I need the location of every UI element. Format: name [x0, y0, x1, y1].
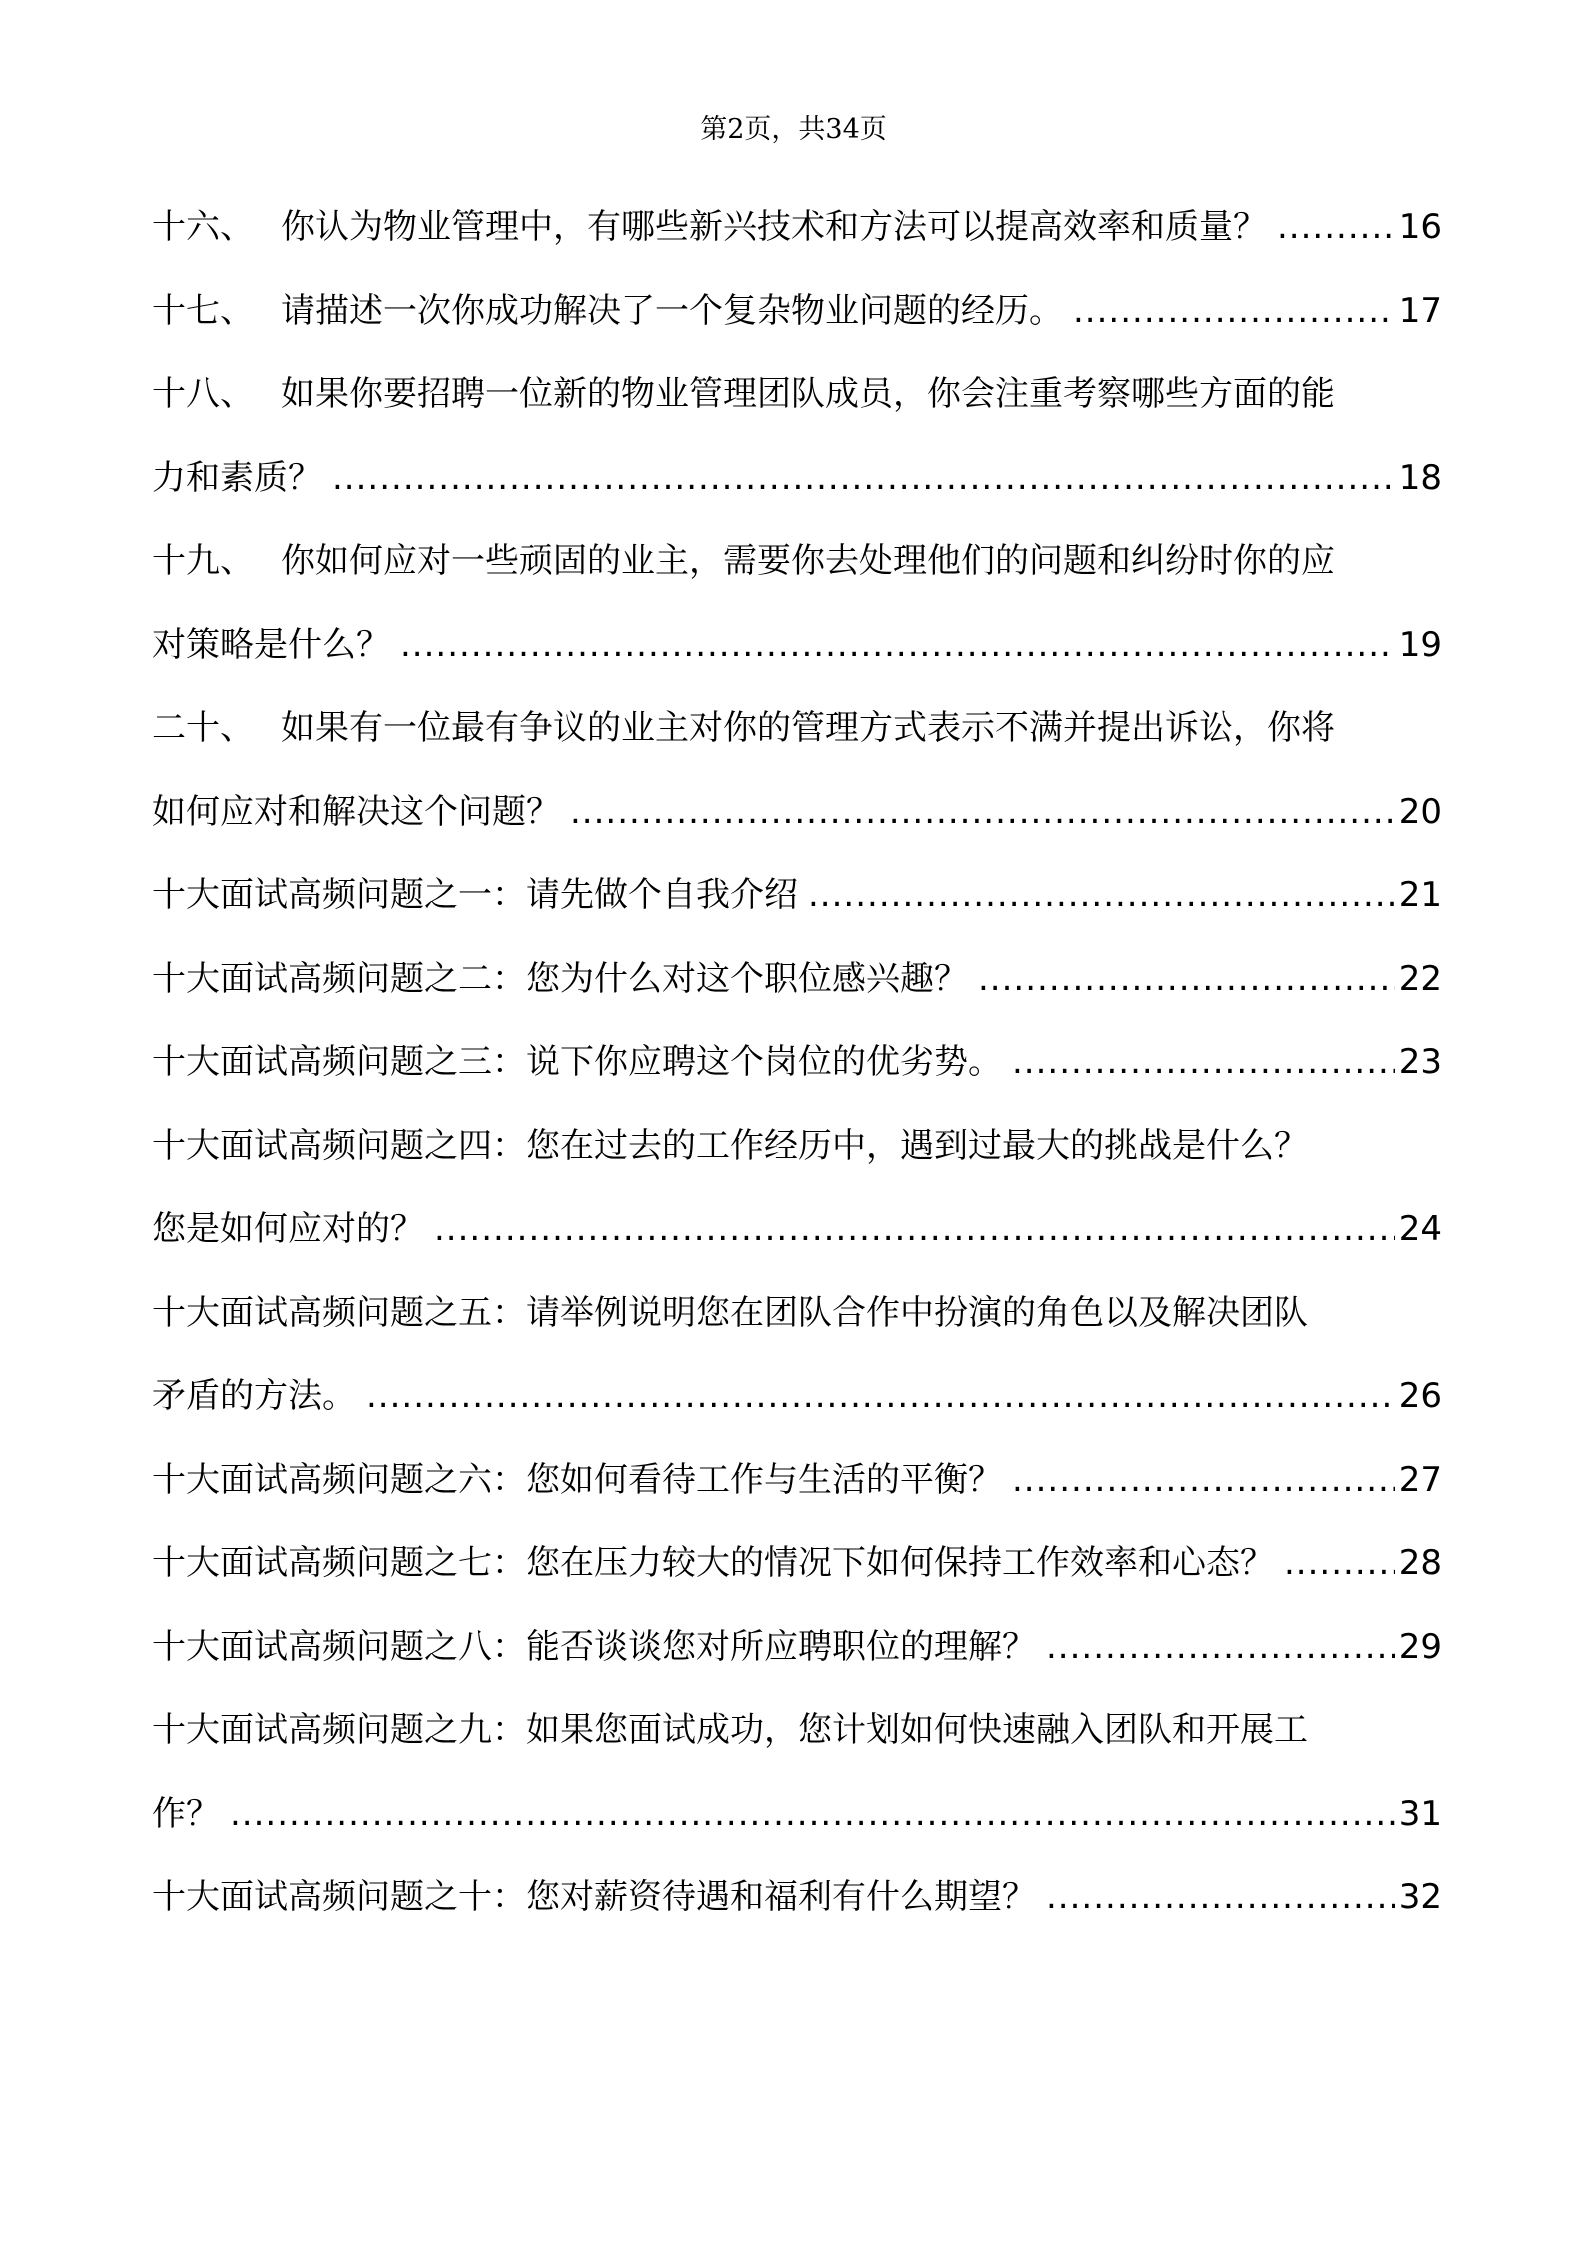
- toc-page-number: 16: [1398, 207, 1442, 247]
- toc-dot-leader: [1046, 1606, 1395, 1690]
- toc-entry-number: 十六、: [152, 207, 254, 247]
- toc-entry-title: 十大面试高频问题之一：请先做个自我介绍: [152, 875, 798, 915]
- toc-entry-title: 作？: [152, 1793, 220, 1834]
- toc-entry[interactable]: [152, 854, 1442, 938]
- toc-page-number: 27: [1398, 1459, 1442, 1500]
- toc-page-number: 22: [1398, 958, 1442, 999]
- toc-entry[interactable]: [152, 1522, 1442, 1606]
- toc-entry-title: 如果有一位最有争议的业主对你的管理方式表示不满并提出诉讼，你将: [281, 708, 1335, 748]
- toc-page-number: 28: [1398, 1543, 1442, 1583]
- toc-dot-leader: [808, 854, 1395, 938]
- toc-entry-title: 如何应对和解决这个问题？: [152, 791, 560, 832]
- toc-entry-title: 十大面试高频问题之五：请举例说明您在团队合作中扮演的角色以及解决团队: [152, 1292, 1308, 1333]
- toc-page-number: 31: [1398, 1793, 1442, 1834]
- toc-entry-title: 力和素质？: [152, 457, 322, 498]
- toc-entry[interactable]: [152, 186, 1442, 270]
- toc-entry[interactable]: [152, 1021, 1442, 1105]
- toc-page-number: 21: [1398, 875, 1442, 915]
- toc-entry[interactable]: [152, 1188, 1442, 1272]
- toc-dot-leader: [1277, 186, 1395, 270]
- toc-entry[interactable]: [152, 1689, 1442, 1773]
- toc-dot-leader: [366, 1355, 1395, 1439]
- toc-dot-leader: [230, 1773, 1395, 1857]
- toc-dot-leader: [434, 1188, 1395, 1272]
- toc-entry-title: 十大面试高频问题之二：您为什么对这个职位感兴趣？: [152, 958, 968, 999]
- toc-entry-number: 十九、: [152, 541, 254, 581]
- toc-page-number: 18: [1398, 457, 1442, 498]
- toc-page-number: 17: [1398, 290, 1442, 331]
- toc-entry-title: 对策略是什么？: [152, 624, 390, 665]
- toc-entry[interactable]: [152, 1105, 1442, 1189]
- toc-dot-leader: [1046, 1856, 1395, 1940]
- toc-entry-title: 你如何应对一些顽固的业主，需要你去处理他们的问题和纠纷时你的应: [281, 541, 1335, 581]
- page-header: 第2页，共34页: [700, 114, 887, 145]
- toc-dot-leader: [332, 437, 1395, 521]
- toc-entry-title: 十大面试高频问题之十：您对薪资待遇和福利有什么期望？: [152, 1877, 1036, 1917]
- toc-entry[interactable]: [152, 1856, 1442, 1940]
- toc-page-number: 26: [1398, 1376, 1442, 1416]
- toc-entry-title: 您是如何应对的？: [152, 1209, 424, 1249]
- toc-entry-title: 你认为物业管理中，有哪些新兴技术和方法可以提高效率和质量？: [281, 207, 1267, 247]
- toc-dot-leader: [400, 604, 1395, 688]
- toc-entry-title: 如果你要招聘一位新的物业管理团队成员，你会注重考察哪些方面的能: [281, 374, 1335, 414]
- toc-entry[interactable]: [152, 1606, 1442, 1690]
- toc-entry[interactable]: [152, 938, 1442, 1022]
- toc-entry[interactable]: [152, 1355, 1442, 1439]
- toc-entry[interactable]: [152, 437, 1442, 521]
- toc-entry-title: 矛盾的方法。: [152, 1376, 356, 1416]
- toc-dot-leader: [570, 771, 1395, 855]
- toc-entry-number: 十七、: [152, 290, 254, 331]
- toc-page-number: 20: [1398, 791, 1442, 832]
- toc-entry[interactable]: [152, 687, 1442, 771]
- toc-entry[interactable]: [152, 771, 1442, 855]
- toc-entry-title: 请描述一次你成功解决了一个复杂物业问题的经历。: [281, 290, 1063, 331]
- toc-dot-leader: [1012, 1021, 1395, 1105]
- toc-dot-leader: [1073, 270, 1395, 354]
- toc-entry-title: 十大面试高频问题之九：如果您面试成功，您计划如何快速融入团队和开展工: [152, 1710, 1308, 1750]
- toc-entry[interactable]: [152, 520, 1442, 604]
- toc-entry[interactable]: [152, 1773, 1442, 1857]
- toc-page-number: 32: [1398, 1877, 1442, 1917]
- toc-page-number: 29: [1398, 1626, 1442, 1667]
- toc-entry-title: 十大面试高频问题之八：能否谈谈您对所应聘职位的理解？: [152, 1626, 1036, 1667]
- toc-dot-leader: [1284, 1522, 1395, 1606]
- toc-entry-number: 二十、: [152, 708, 254, 748]
- toc-entry[interactable]: [152, 604, 1442, 688]
- toc-page-number: 19: [1398, 624, 1442, 665]
- toc-entry-title: 十大面试高频问题之四：您在过去的工作经历中，遇到过最大的挑战是什么？: [152, 1125, 1308, 1166]
- toc-page-number: 24: [1398, 1209, 1442, 1249]
- toc-entry-number: 十八、: [152, 374, 254, 414]
- table-of-contents: [152, 186, 1442, 1940]
- toc-entry-title: 十大面试高频问题之七：您在压力较大的情况下如何保持工作效率和心态？: [152, 1543, 1274, 1583]
- toc-entry-title: 十大面试高频问题之三：说下你应聘这个岗位的优劣势。: [152, 1042, 1002, 1082]
- toc-dot-leader: [978, 938, 1395, 1022]
- toc-entry[interactable]: [152, 1272, 1442, 1356]
- toc-entry[interactable]: [152, 270, 1442, 354]
- toc-entry[interactable]: [152, 353, 1442, 437]
- toc-entry[interactable]: [152, 1439, 1442, 1523]
- toc-dot-leader: [1012, 1439, 1395, 1523]
- toc-entry-title: 十大面试高频问题之六：您如何看待工作与生活的平衡？: [152, 1459, 1002, 1500]
- toc-page-number: 23: [1398, 1042, 1442, 1082]
